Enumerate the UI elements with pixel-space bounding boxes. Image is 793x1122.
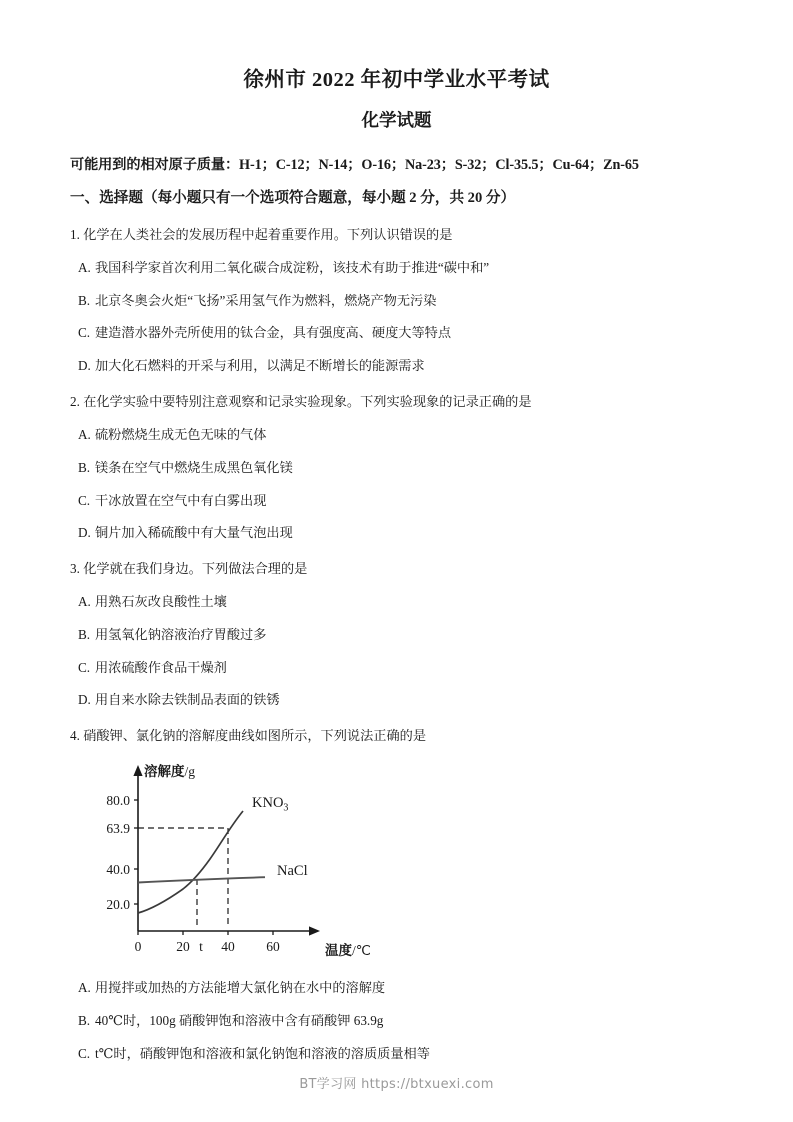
series-kno3-label: $KNO_3$ <box>252 795 289 814</box>
option-text: 镁条在空气中燃烧生成黑色氧化镁 <box>95 459 293 475</box>
y-tick-63-9 <box>106 821 138 836</box>
x-tick-60 <box>266 931 280 954</box>
question-1 <box>70 226 729 375</box>
question-3 <box>70 560 729 709</box>
option-label: A. <box>78 980 91 996</box>
page-title: 徐州市 2022 年初中学业水平考试 <box>243 69 550 91</box>
question-4-option-a[interactable] <box>70 979 729 997</box>
page-subtitle: 化学试题 <box>361 109 432 130</box>
y-tick-20 <box>106 897 138 912</box>
option-label: D. <box>78 525 91 541</box>
option-text: 北京冬奥会火炬“飞扬”采用氢气作为燃料，燃烧产物无污染 <box>95 292 437 308</box>
section-heading-multiple-choice: 一、选择题（每小题只有一个选项符合题意，每小题 2 分，共 20 分） <box>70 190 516 207</box>
option-label: A. <box>78 259 91 275</box>
option-text: 我国科学家首次利用二氧化碳合成淀粉，该技术有助于推进“碳中和” <box>95 259 490 275</box>
question-1-option-b[interactable] <box>70 292 729 310</box>
question-4-stem: 4. 硝酸钾、氯化钠的溶解度曲线如图所示，下列说法正确的是 <box>70 728 427 744</box>
svg-text:80.0: 80.0 <box>106 793 130 809</box>
svg-text:40.0: 40.0 <box>106 862 130 878</box>
option-text: 用氢氧化钠溶液治疗胃酸过多 <box>95 626 267 642</box>
option-label: A. <box>78 593 91 609</box>
option-label: C. <box>78 659 91 675</box>
x-tick-0 <box>135 931 142 954</box>
question-3-option-b[interactable] <box>70 626 729 644</box>
option-label: D. <box>78 358 91 374</box>
option-text: 用搅拌或加热的方法能增大氯化钠在水中的溶解度 <box>95 980 386 996</box>
option-text: 硫粉燃烧生成无色无味的气体 <box>95 426 267 442</box>
question-3-option-c[interactable] <box>70 659 729 677</box>
y-tick-80 <box>106 793 138 808</box>
question-3-option-d[interactable] <box>70 691 729 709</box>
option-text: t℃时，硝酸钾饱和溶液和氯化钠饱和溶液的溶质质量相等 <box>95 1045 430 1061</box>
svg-text:40: 40 <box>221 939 235 955</box>
x-axis <box>138 926 320 935</box>
question-2-stem: 2. 在化学实验中要特别注意观察和记录实验现象。下列实验现象的记录正确的是 <box>70 394 532 410</box>
option-text: 用熟石灰改良酸性土壤 <box>95 593 227 609</box>
option-label: A. <box>78 426 91 442</box>
option-label: C. <box>78 492 91 508</box>
y-tick-40 <box>106 862 138 877</box>
y-axis-label: 溶解度/g <box>144 764 196 780</box>
option-text: 40℃时，100g 硝酸钾饱和溶液中含有硝酸钾 63.9g <box>95 1012 384 1028</box>
question-3-stem: 3. 化学就在我们身边。下列做法合理的是 <box>70 561 308 577</box>
question-1-option-d[interactable] <box>70 357 729 375</box>
option-text: 干冰放置在空气中有白雾出现 <box>95 492 267 508</box>
svg-text:t: t <box>199 939 203 955</box>
option-text: 建造潜水器外壳所使用的钛合金，具有强度高、硬度大等特点 <box>95 325 452 341</box>
option-text: 用浓硫酸作食品干燥剂 <box>95 659 227 675</box>
x-axis-label: 温度/℃ <box>325 943 371 959</box>
question-1-option-c[interactable] <box>70 324 729 342</box>
option-label: D. <box>78 692 91 708</box>
question-2-option-a[interactable] <box>70 426 729 444</box>
exam-body <box>0 156 793 1063</box>
option-label: C. <box>78 325 91 341</box>
atomic-mass-note: 可能用到的相对原子质量：H-1；C-12；N-14；O-16；Na-23；S-32；Cl-35.5；Cu-64；Zn-65 <box>70 156 639 173</box>
x-tick-t <box>199 939 203 954</box>
series-kno3-curve <box>138 811 243 913</box>
svg-text:20.0: 20.0 <box>106 897 130 913</box>
svg-text:0: 0 <box>134 939 142 955</box>
series-nacl-label: NaCl <box>277 863 308 880</box>
option-label: B. <box>78 626 91 642</box>
svg-text:63.9: 63.9 <box>106 821 130 837</box>
solubility-curve-svg <box>80 759 380 964</box>
question-3-option-a[interactable] <box>70 593 729 611</box>
question-2-option-b[interactable] <box>70 459 729 477</box>
series-nacl-curve <box>138 877 265 882</box>
y-axis <box>133 765 142 931</box>
footer-watermark: BT学习网 https://btxuexi.com <box>299 1077 494 1092</box>
question-2 <box>70 393 729 542</box>
option-label: C. <box>78 1045 91 1061</box>
question-1-option-a[interactable] <box>70 259 729 277</box>
option-text: 加大化石燃料的开采与利用，以满足不断增长的能源需求 <box>95 358 425 374</box>
solubility-curve-chart <box>80 759 380 964</box>
question-1-stem: 1. 化学在人类社会的发展历程中起着重要作用。下列认识错误的是 <box>70 227 453 243</box>
question-2-option-c[interactable] <box>70 492 729 510</box>
x-tick-20 <box>176 931 190 954</box>
question-4 <box>70 727 729 1062</box>
option-label: B. <box>78 459 91 475</box>
option-label: B. <box>78 292 91 308</box>
option-text: 用自来水除去铁制品表面的铁锈 <box>95 692 280 708</box>
svg-text:20: 20 <box>176 939 190 955</box>
option-label: B. <box>78 1012 91 1028</box>
question-4-option-c[interactable] <box>70 1045 729 1063</box>
x-tick-40 <box>221 931 235 954</box>
option-text: 铜片加入稀硫酸中有大量气泡出现 <box>95 525 293 541</box>
question-2-option-d[interactable] <box>70 524 729 542</box>
question-4-option-b[interactable] <box>70 1012 729 1030</box>
svg-text:60: 60 <box>266 939 280 955</box>
